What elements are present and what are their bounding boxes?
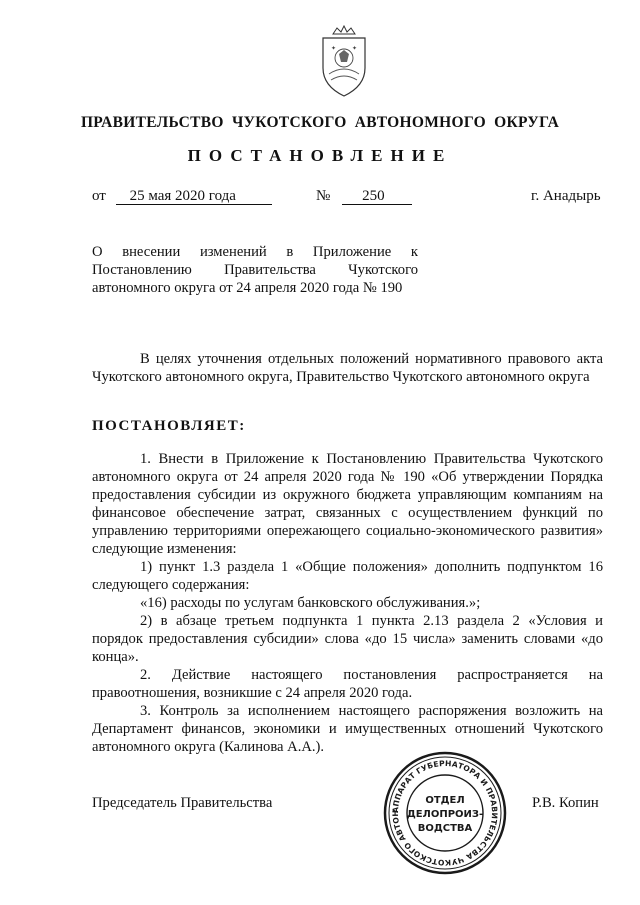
signatory-position: Председатель Правительства xyxy=(92,795,273,811)
number-field xyxy=(316,188,412,205)
decree-heading: ПОСТАНОВЛЯЕТ: xyxy=(92,418,246,434)
item-2: 2. Действие настоящего постановления распространяется на правоотношения, возникшие с 24 апреля 2020 года. xyxy=(92,667,603,701)
stamp-ring-text: АППАРАТ ГУБЕРНАТОРА И ПРАВИТЕЛЬСТВА ЧУКОТСКОГО АВТОН xyxy=(390,758,500,868)
subject-line: Постановлению Правительства Чукотского xyxy=(92,262,418,278)
city: г. Анадырь xyxy=(531,188,601,204)
date-prefix: от xyxy=(92,188,106,204)
coat-of-arms-icon xyxy=(315,24,373,104)
item-1: 1. Внести в Приложение к Постановлению Правительства Чукотского автономного округа от 24 апреля 2020 года № 190 «Об утверждении Порядка предоставления субсидии из окружного бюджета управляющим компаниям на финансовое обеспечение затрат, связанных с осуществлением функций по управлению территориями опережающего социально-экономического развития» следующие изменения: xyxy=(92,451,603,557)
stamp-line-2: ДЕЛОПРОИЗ- xyxy=(406,809,484,820)
subject-line: автономного округа от 24 апреля 2020 года № 190 xyxy=(92,280,403,296)
preamble: В целях уточнения отдельных положений нормативного правового акта Чукотского автономного округа, Правительство Чукотского автономного округа xyxy=(92,351,603,385)
office-stamp xyxy=(382,750,508,876)
date-value: 25 мая 2020 года xyxy=(116,189,272,205)
svg-text:✦: ✦ xyxy=(331,45,337,52)
subject-line: О внесении изменений в Приложение к xyxy=(92,244,418,260)
date-field xyxy=(92,188,272,205)
document-subject xyxy=(92,243,418,297)
decree-items xyxy=(92,450,603,756)
number-prefix: № xyxy=(316,188,331,204)
preamble-block xyxy=(92,350,603,386)
document-type: ПОСТАНОВЛЕНИЕ xyxy=(187,146,453,165)
svg-text:✦: ✦ xyxy=(352,45,358,52)
item-3: 3. Контроль за исполнением настоящего распоряжения возложить на Департамент финансов, экономики и имущественных отношений Чукотского автономного округа (Калинова А.А.). xyxy=(92,703,603,755)
government-title: ПРАВИТЕЛЬСТВО ЧУКОТСКОГО АВТОНОМНОГО ОКРУГА xyxy=(80,114,560,131)
item-1-sub-1-text: «16) расходы по услугам банковского обслуживания.»; xyxy=(140,595,481,611)
number-value: 250 xyxy=(342,189,412,205)
stamp-line-1: ОТДЕЛ xyxy=(425,795,465,806)
stamp-line-3: ВОДСТВА xyxy=(417,823,473,834)
item-1-sub-1: 1) пункт 1.3 раздела 1 «Общие положения» дополнить подпунктом 16 следующего содержания: xyxy=(92,559,603,593)
item-1-sub-2: 2) в абзаце третьем подпункта 1 пункта 2.13 раздела 2 «Условия и порядок предоставления субсидии» слова «до 15 числа» заменить словами «до конца». xyxy=(92,613,603,665)
signatory-name: Р.В. Копин xyxy=(532,795,599,811)
